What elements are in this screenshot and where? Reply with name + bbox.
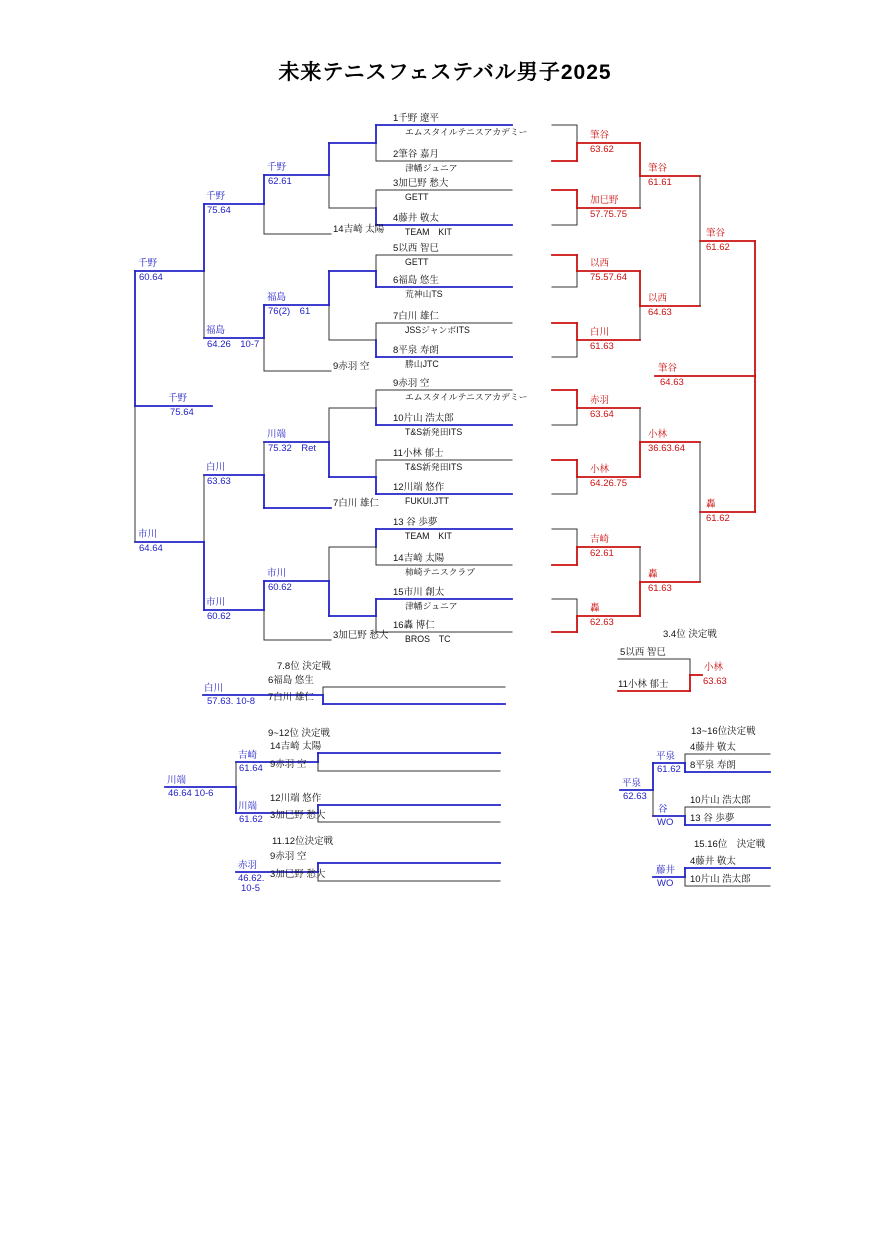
match-score-label: 61.64	[239, 763, 263, 774]
match-score-label: 76(2) 61	[268, 306, 311, 317]
match-winner-label: 市川	[267, 568, 287, 579]
player-club: エムスタイルテニスアカデミー	[405, 392, 528, 402]
match-score-label: 36.63.64	[648, 443, 685, 454]
match-score-label: 62.63	[590, 617, 614, 628]
match-winner-label: 谷	[658, 804, 668, 815]
match-winner-label: 轟	[590, 603, 600, 614]
playoff-entry: 10片山 浩太郎	[690, 795, 751, 806]
match-score-label: 60.64	[139, 272, 163, 283]
playoff-entry: 11小林 郁士	[618, 679, 669, 690]
match-score-label: 57.63. 10-8	[207, 696, 256, 707]
match-score-label: 62.61	[590, 548, 614, 559]
match-winner-label: 白川	[204, 683, 224, 694]
match-winner-label: 福島	[267, 292, 287, 303]
playoff-entry: 5以西 智巳	[620, 647, 666, 658]
player-name: 13 谷 歩夢	[393, 517, 438, 528]
match-winner-label: 赤羽	[238, 860, 258, 871]
match-winner-label: 加巳野	[590, 195, 619, 206]
player-name: 1千野 遼平	[393, 113, 439, 124]
player-club: エムスタイルテニスアカデミー	[405, 127, 528, 137]
player-club: JSSジャンボITS	[405, 325, 470, 335]
match-score-label: 75.32 Ret	[268, 443, 317, 454]
match-winner-label: 轟	[706, 499, 716, 510]
match-score-label: 63.63	[207, 476, 231, 487]
match-score-label: 64.26 10-7	[207, 339, 260, 350]
match-score-label: 46.64 10-6	[168, 788, 214, 799]
feed-in-name: 9赤羽 空	[333, 361, 370, 372]
playoff-entry: 7白川 雄仁	[268, 692, 314, 703]
playoff-entry: 4藤井 敬太	[690, 856, 736, 867]
match-winner-label: 筆谷	[648, 163, 668, 174]
match-score-label: 10-5	[241, 883, 261, 894]
player-name: 14吉崎 太陽	[393, 553, 445, 564]
main-bracket-lines	[135, 125, 512, 640]
player-name: 2筆谷 嘉月	[393, 149, 439, 160]
player-club: T&S新発田ITS	[405, 462, 463, 472]
player-name: 5以西 智巳	[393, 243, 439, 254]
match-score-label: 46.62.	[238, 873, 265, 884]
match-score-label: 63.63	[703, 676, 727, 687]
match-winner-label: 吉崎	[238, 750, 258, 761]
match-winner-label: 市川	[138, 529, 158, 540]
match-score-label: 61.62	[706, 513, 730, 524]
match-winner-label: 平泉	[622, 778, 642, 789]
playoff-entry: 3加巳野 愁大	[270, 869, 326, 880]
match-winner-label: 筆谷	[590, 130, 610, 141]
match-score-label: 61.62	[706, 242, 730, 253]
player-name: 15市川 創太	[393, 587, 445, 598]
playoff-entry: 8平泉 寿朗	[690, 760, 736, 771]
player-name: 3加巳野 愁大	[393, 178, 449, 189]
match-winner-label: 千野	[138, 258, 158, 269]
feed-in-name: 7白川 雄仁	[333, 498, 379, 509]
feed-in-name: 3加巳野 愁大	[333, 630, 389, 641]
match-score-label: 64.63	[648, 307, 672, 318]
match-score-label: 61.61	[648, 177, 672, 188]
player-club: T&S新発田ITS	[405, 427, 463, 437]
champion-score-label: 75.64	[170, 407, 194, 418]
match-winner-label: 平泉	[656, 751, 676, 762]
match-score-label: 63.64	[590, 409, 614, 420]
player-name: 6福島 悠生	[393, 275, 439, 286]
match-score-label: 75.64	[207, 205, 231, 216]
playoff-heading: 9~12位 決定戦	[268, 728, 331, 739]
playoff-entry: 14吉崎 太陽	[270, 741, 322, 752]
match-winner-label: 小林	[648, 429, 668, 440]
match-winner-label: 筆谷	[658, 363, 678, 374]
match-score-label: WO	[657, 817, 674, 828]
match-winner-label: 以西	[590, 258, 610, 269]
match-winner-label: 福島	[206, 325, 226, 336]
player-name: 9赤羽 空	[393, 378, 430, 389]
match-winner-label: 千野	[267, 162, 287, 173]
match-winner-label: 吉崎	[590, 534, 610, 545]
match-winner-label: 小林	[704, 662, 724, 673]
playoff-entry: 9赤羽 空	[270, 851, 307, 862]
match-score-label: WO	[657, 878, 674, 889]
playoff-heading: 11.12位決定戦	[272, 836, 334, 847]
match-winner-label: 赤羽	[590, 395, 610, 406]
match-winner-label: 川端	[238, 801, 258, 812]
match-winner-label: 藤井	[656, 865, 676, 876]
match-score-label: 62.63	[623, 791, 647, 802]
playoff-entry: 13 谷 歩夢	[690, 813, 735, 824]
match-winner-label: 小林	[590, 464, 610, 475]
player-name: 16轟 博仁	[393, 620, 435, 631]
match-score-label: 62.61	[268, 176, 292, 187]
player-name: 8平泉 寿朗	[393, 345, 439, 356]
playoff-heading: 13~16位決定戦	[691, 726, 756, 737]
match-winner-label: 白川	[590, 327, 610, 338]
player-name: 7白川 雄仁	[393, 311, 439, 322]
playoff-entry: 6福島 悠生	[268, 675, 314, 686]
match-score-label: 57.75.75	[590, 209, 627, 220]
playoff-heading: 3.4位 決定戦	[663, 629, 717, 640]
player-name: 4藤井 敬太	[393, 213, 439, 224]
player-club: BROS TC	[405, 634, 451, 644]
match-score-label: 61.62	[239, 814, 263, 825]
player-club: GETT	[405, 192, 429, 202]
player-club: 津幡ジュニア	[405, 601, 458, 611]
match-winner-label: 轟	[648, 569, 658, 580]
match-winner-label: 川端	[167, 775, 187, 786]
player-club: 勝山JTC	[405, 359, 439, 369]
player-club: 荒神山TS	[405, 289, 443, 299]
playoff-entry: 3加巳野 愁大	[270, 810, 326, 821]
match-score-label: 64.26.75	[590, 478, 627, 489]
match-score-label: 61.63	[590, 341, 614, 352]
match-winner-label: 千野	[206, 191, 226, 202]
feed-in-name: 14吉崎 太陽	[333, 224, 385, 235]
player-club: TEAM KIT	[405, 227, 452, 237]
match-winner-label: 筆谷	[706, 228, 726, 239]
playoff-entry: 9赤羽 空	[270, 759, 307, 770]
match-score-label: 61.63	[648, 583, 672, 594]
match-score-label: 63.62	[590, 144, 614, 155]
player-name: 11小林 郁士	[393, 448, 444, 459]
match-score-label: 64.64	[139, 543, 163, 554]
playoff-entry: 12川端 悠作	[270, 793, 322, 804]
consolation-bracket-lines	[552, 125, 755, 632]
playoff-entry: 4藤井 敬太	[690, 742, 736, 753]
player-club: GETT	[405, 257, 429, 267]
champion-label: 千野	[168, 393, 188, 404]
match-winner-label: 市川	[206, 597, 226, 608]
player-club: FUKUI.JTT	[405, 496, 449, 506]
match-winner-label: 白川	[206, 462, 226, 473]
player-name: 10片山 浩太郎	[393, 413, 454, 424]
match-winner-label: 川端	[267, 429, 287, 440]
match-score-label: 60.62	[268, 582, 292, 593]
match-score-label: 64.63	[660, 377, 684, 388]
match-winner-label: 以西	[648, 293, 668, 304]
match-score-label: 60.62	[207, 611, 231, 622]
match-score-label: 75.57.64	[590, 272, 627, 283]
playoff-heading: 7.8位 決定戦	[277, 661, 331, 672]
playoff-heading: 15.16位 決定戦	[694, 839, 766, 850]
player-club: 津幡ジュニア	[405, 163, 458, 173]
tournament-title: 未来テニスフェステバル男子2025	[278, 61, 612, 84]
player-club: TEAM KIT	[405, 531, 452, 541]
match-score-label: 61.62	[657, 764, 681, 775]
playoff-entry: 10片山 浩太郎	[690, 874, 751, 885]
player-club: 柿崎テニスクラブ	[405, 567, 476, 577]
player-name: 12川端 悠作	[393, 482, 445, 493]
